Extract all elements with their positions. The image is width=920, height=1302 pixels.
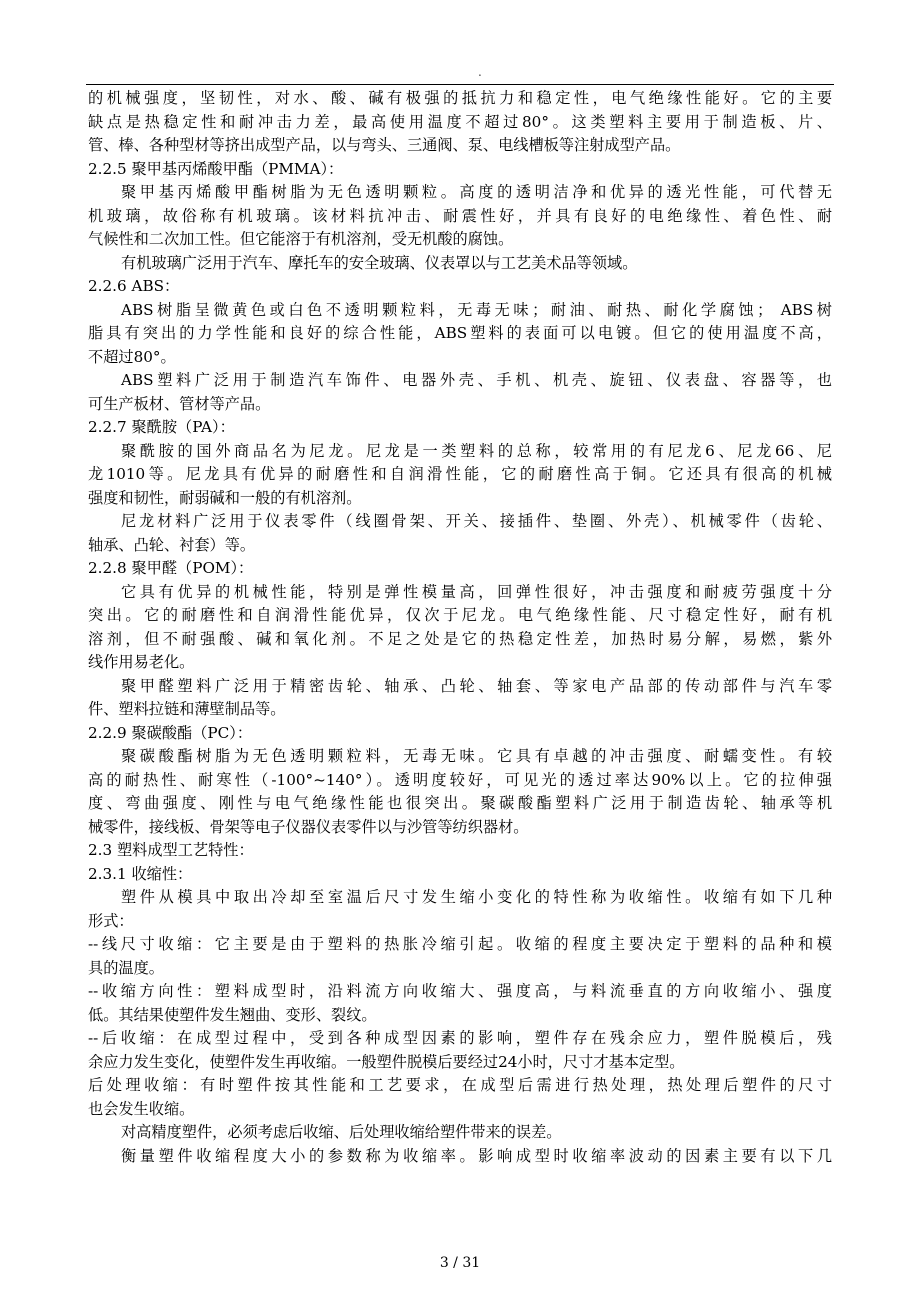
body-line: 管、棒、各种型材等挤出成型产品，以与弯头、三通阀、泵、电线槽板等注射成型产品。 [88,136,681,154]
page-body [88,87,832,1168]
section-heading: 2.2.9 聚碳酸酯（PC）： [88,723,253,742]
body-line: 衡量塑件收缩程度大小的参数称为收缩率。影响成型时收缩率波动的因素主要有以下几 [121,1146,832,1165]
body-line: 高的耐热性、耐寒性（-100°~140°）。透明度较好，可见光的透过率达90%以上。它的拉伸强 [88,770,832,789]
body-line: 有机玻璃广泛用于汽车、摩托车的安全玻璃、仪表罩以与工艺美术品等领域。 [121,253,638,272]
body-line: 龙1010等。尼龙具有优异的耐磨性和自润滑性能，它的耐磨性高于铜。它还具有很高的机械 [88,465,832,483]
body-line: 度、弯曲强度、刚性与电气绝缘性能也很突出。聚碳酸酯塑料广泛用于制造齿轮、轴承等机 [88,794,832,812]
body-line: ABS树脂呈微黄色或白色不透明颗粒料，无毒无味；耐油、耐热、耐化学腐蚀； ABS树 [121,300,832,319]
body-line: 也会发生收缩。 [88,1099,195,1118]
body-line: 塑件从模具中取出冷却至室温后尺寸发生缩小变化的特性称为收缩性。收缩有如下几种 [121,888,832,906]
header-rule [86,84,834,85]
body-line: 突出。它的耐磨性和自润滑性能优异，仅次于尼龙。电气绝缘性能、尺寸稳定性好，耐有机 [88,606,832,624]
body-line: 脂具有突出的力学性能和良好的综合性能，ABS塑料的表面可以电镀。但它的使用温度不高， [88,324,832,342]
body-line: 聚碳酸酯树脂为无色透明颗粒料，无毒无味。它具有卓越的冲击强度、耐蠕变性。有较 [121,747,832,765]
body-line: 的机械强度，坚韧性，对水、酸、碱有极强的抵抗力和稳定性，电气绝缘性能好。它的主要 [88,89,832,107]
body-line: --收缩方向性：塑料成型时，沿料流方向收缩大、强度高，与料流垂直的方向收缩小、强度 [88,982,832,1000]
body-line: 机玻璃，故俗称有机玻璃。该材料抗冲击、耐震性好，并具有良好的电绝缘性、着色性、耐 [88,206,832,225]
header-mark: . [478,65,482,79]
body-line: 可生产板材、管材等产品。 [88,394,271,413]
body-line: --线尺寸收缩：它主要是由于塑料的热胀冷缩引起。收缩的程度主要决定于塑料的品种和模 [88,935,832,953]
body-line: 溶剂，但不耐强酸、碱和氧化剂。不足之处是它的热稳定性差，加热时易分解，易燃，紫外 [88,629,832,648]
section-heading: 2.2.8 聚甲醛（POM）： [88,559,254,577]
body-line: 余应力发生变化，使塑件发生再收缩。一般塑件脱模后要经过24小时，尺寸才基本定型。 [88,1052,685,1071]
body-line: 它具有优异的机械性能，特别是弹性模量高，回弹性很好，冲击强度和耐疲劳强度十分 [121,582,832,601]
body-line: 聚酰胺的国外商品名为尼龙。尼龙是一类塑料的总称，较常用的有尼龙6、尼龙66、尼 [121,441,832,460]
body-line: 线作用易老化。 [88,653,195,671]
body-line: 具的温度。 [88,958,164,977]
body-line: 轴承、凸轮、衬套）等。 [88,535,256,554]
body-line: 低。其结果使塑件发生翘曲、变形、裂纹。 [88,1005,377,1024]
page-number: 3 / 31 [439,1255,481,1271]
section-heading: 2.2.6 ABS： [88,277,180,295]
section-heading: 2.2.7 聚酰胺（PA）： [88,418,235,436]
body-line: --后收缩：在成型过程中，受到各种成型因素的影响，塑件存在残余应力，塑件脱模后，残 [88,1029,832,1047]
body-line: 械零件，接线板、骨架等电子仪器仪表零件以与沙管等纺织器材。 [88,817,529,836]
body-line: 形式： [88,911,134,930]
body-line: 后处理收缩：有时塑件按其性能和工艺要求，在成型后需进行热处理，热处理后塑件的尺寸 [88,1076,832,1094]
body-line: 对高精度塑件，必须考虑后收缩、后处理收缩给塑件带来的误差。 [121,1123,562,1141]
body-line: 尼龙材料广泛用于仪表零件（线圈骨架、开关、接插件、垫圈、外壳）、机械零件（齿轮、 [121,512,832,530]
body-line: 聚甲醛塑料广泛用于精密齿轮、轴承、凸轮、轴套、等家电产品部的传动部件与汽车零 [121,676,832,695]
body-line: 不超过80°。 [88,347,176,366]
body-line: 件、塑料拉链和薄壁制品等。 [88,700,286,718]
section-heading: 2.3.1 收缩性： [88,864,193,883]
body-line: 强度和韧性，耐弱碱和一般的有机溶剂。 [88,488,362,507]
body-line: 聚甲基丙烯酸甲酯树脂为无色透明颗粒。高度的透明洁净和优异的透光性能，可代替无 [121,183,832,201]
section-heading: 2.2.5 聚甲基丙烯酸甲酯（PMMA）： [88,159,344,178]
section-heading: 2.3 塑料成型工艺特性： [88,841,254,859]
body-line: ABS塑料广泛用于制造汽车饰件、电器外壳、手机、机壳、旋钮、仪表盘、容器等，也 [121,371,832,389]
body-line: 气候性和二次加工性。但它能溶于有机溶剂，受无机酸的腐蚀。 [88,230,514,248]
body-line: 缺点是热稳定性和耐冲击力差，最高使用温度不超过80°。这类塑料主要用于制造板、片、 [88,112,832,131]
